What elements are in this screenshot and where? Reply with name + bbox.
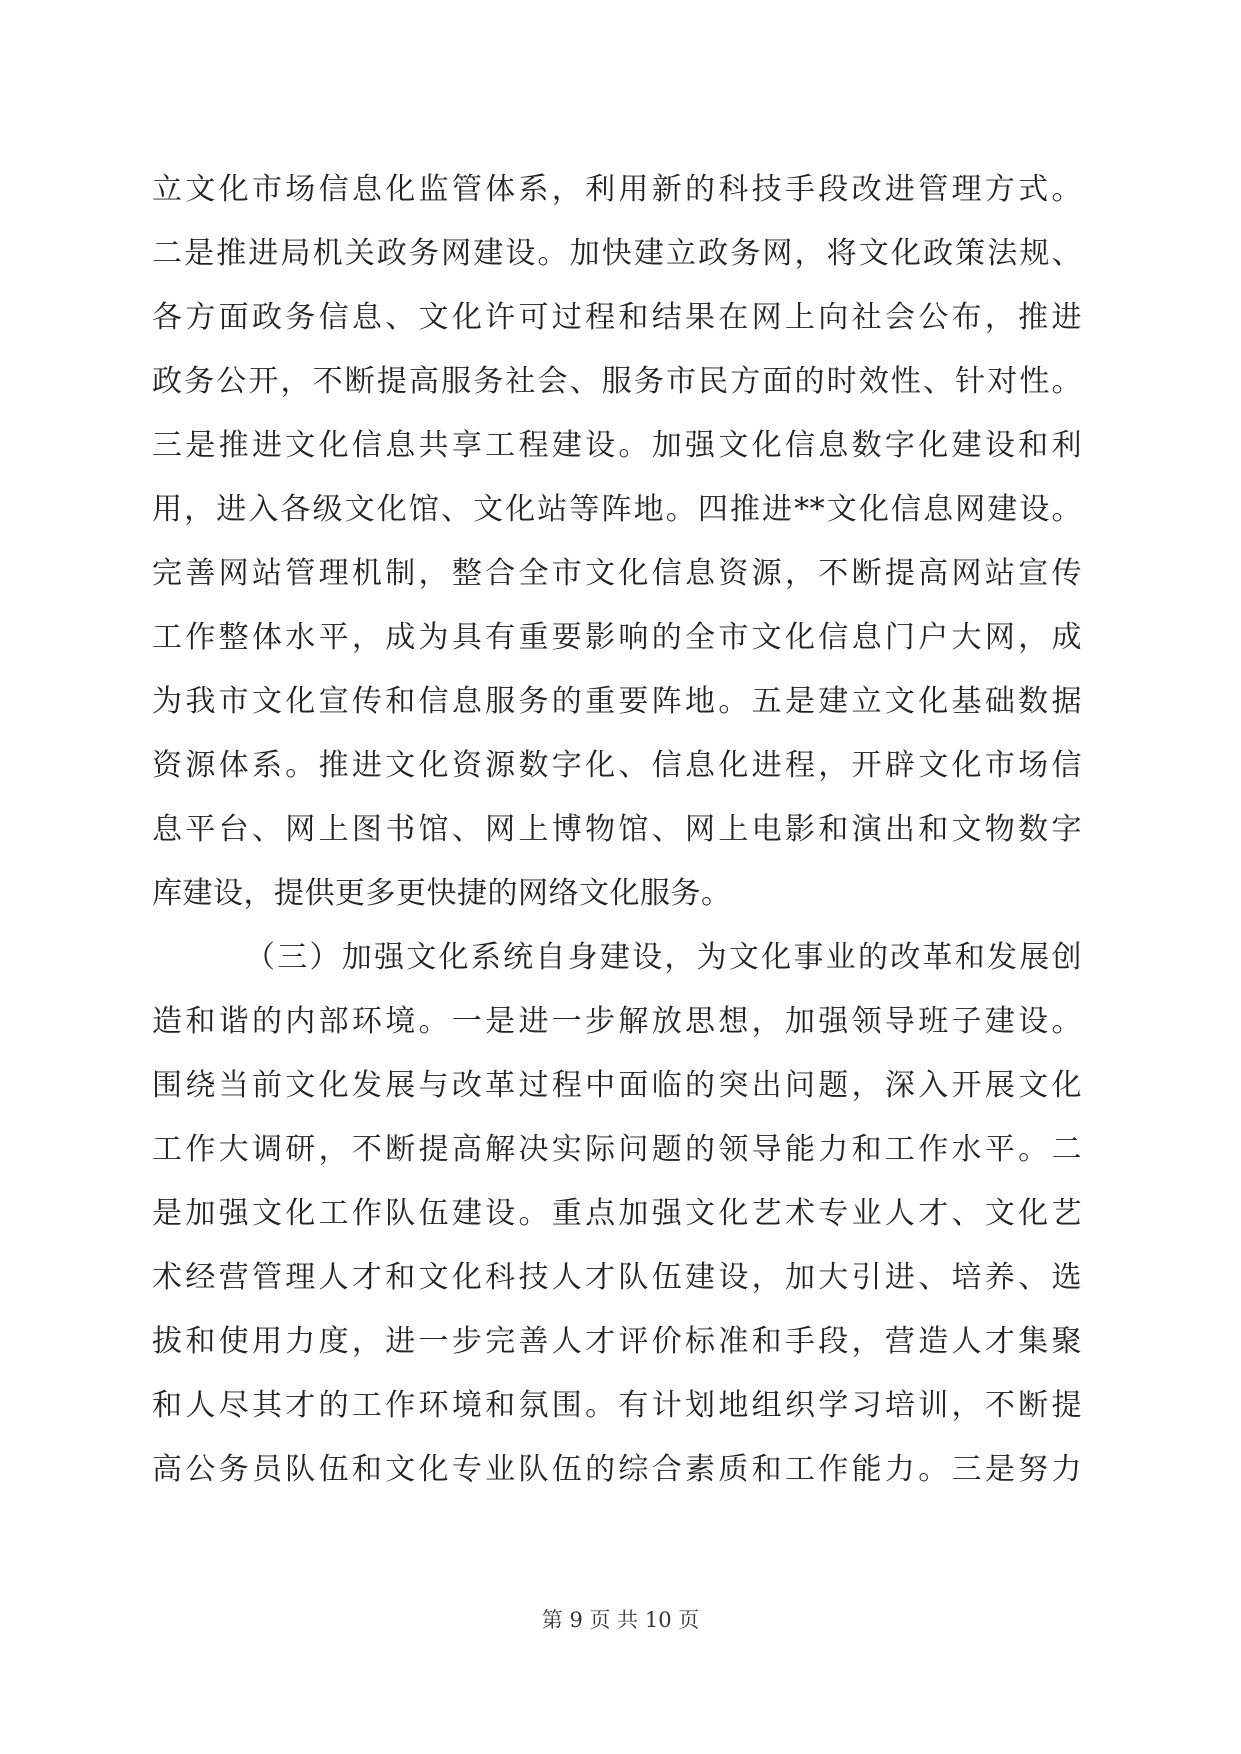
paragraph-1 (152, 158, 1082, 926)
text-line: 拔和使用力度，进一步完善人才评价标准和手段，营造人才集聚 (152, 1324, 1082, 1359)
text-line: 工作整体水平，成为具有重要影响的全市文化信息门户大网，成 (152, 620, 1082, 655)
paragraph-2 (152, 926, 1082, 1502)
text-line: 库建设，提供更多更快捷的网络文化服务。 (152, 876, 732, 911)
page-indicator: 第 9 页 共 10 页 (541, 1608, 700, 1632)
text-line: 围绕当前文化发展与改革过程中面临的突出问题，深入开展文化 (152, 1068, 1082, 1103)
text-line: 立文化市场信息化监管体系，利用新的科技手段改进管理方式。 (152, 172, 1082, 207)
text-line: （三）加强文化系统自身建设，为文化事业的改革和发展创 (245, 940, 1082, 975)
text-line: 造和谐的内部环境。一是进一步解放思想，加强领导班子建设。 (152, 1004, 1082, 1039)
text-line: 术经营管理人才和文化科技人才队伍建设，加大引进、培养、选 (152, 1260, 1082, 1295)
text-line: 完善网站管理机制，整合全市文化信息资源，不断提高网站宣传 (152, 556, 1082, 591)
text-line: 二是推进局机关政务网建设。加快建立政务网，将文化政策法规、 (152, 236, 1082, 271)
text-line: 政务公开，不断提高服务社会、服务市民方面的时效性、针对性。 (152, 364, 1082, 399)
text-line: 用，进入各级文化馆、文化站等阵地。四推进**文化信息网建设。 (152, 492, 1082, 527)
document-body (152, 158, 1082, 1502)
text-line: 工作大调研，不断提高解决实际问题的领导能力和工作水平。二 (152, 1132, 1082, 1167)
text-line: 三是推进文化信息共享工程建设。加强文化信息数字化建设和利 (152, 428, 1082, 463)
text-line: 高公务员队伍和文化专业队伍的综合素质和工作能力。三是努力 (152, 1452, 1082, 1487)
text-line: 和人尽其才的工作环境和氛围。有计划地组织学习培训，不断提 (152, 1388, 1082, 1423)
text-line: 是加强文化工作队伍建设。重点加强文化艺术专业人才、文化艺 (152, 1196, 1082, 1231)
text-line: 资源体系。推进文化资源数字化、信息化进程，开辟文化市场信 (152, 748, 1082, 783)
text-line: 息平台、网上图书馆、网上博物馆、网上电影和演出和文物数字 (152, 812, 1082, 847)
text-line: 各方面政务信息、文化许可过程和结果在网上向社会公布，推进 (152, 300, 1082, 335)
page-footer (0, 1606, 1241, 1634)
text-line: 为我市文化宣传和信息服务的重要阵地。五是建立文化基础数据 (152, 684, 1082, 719)
